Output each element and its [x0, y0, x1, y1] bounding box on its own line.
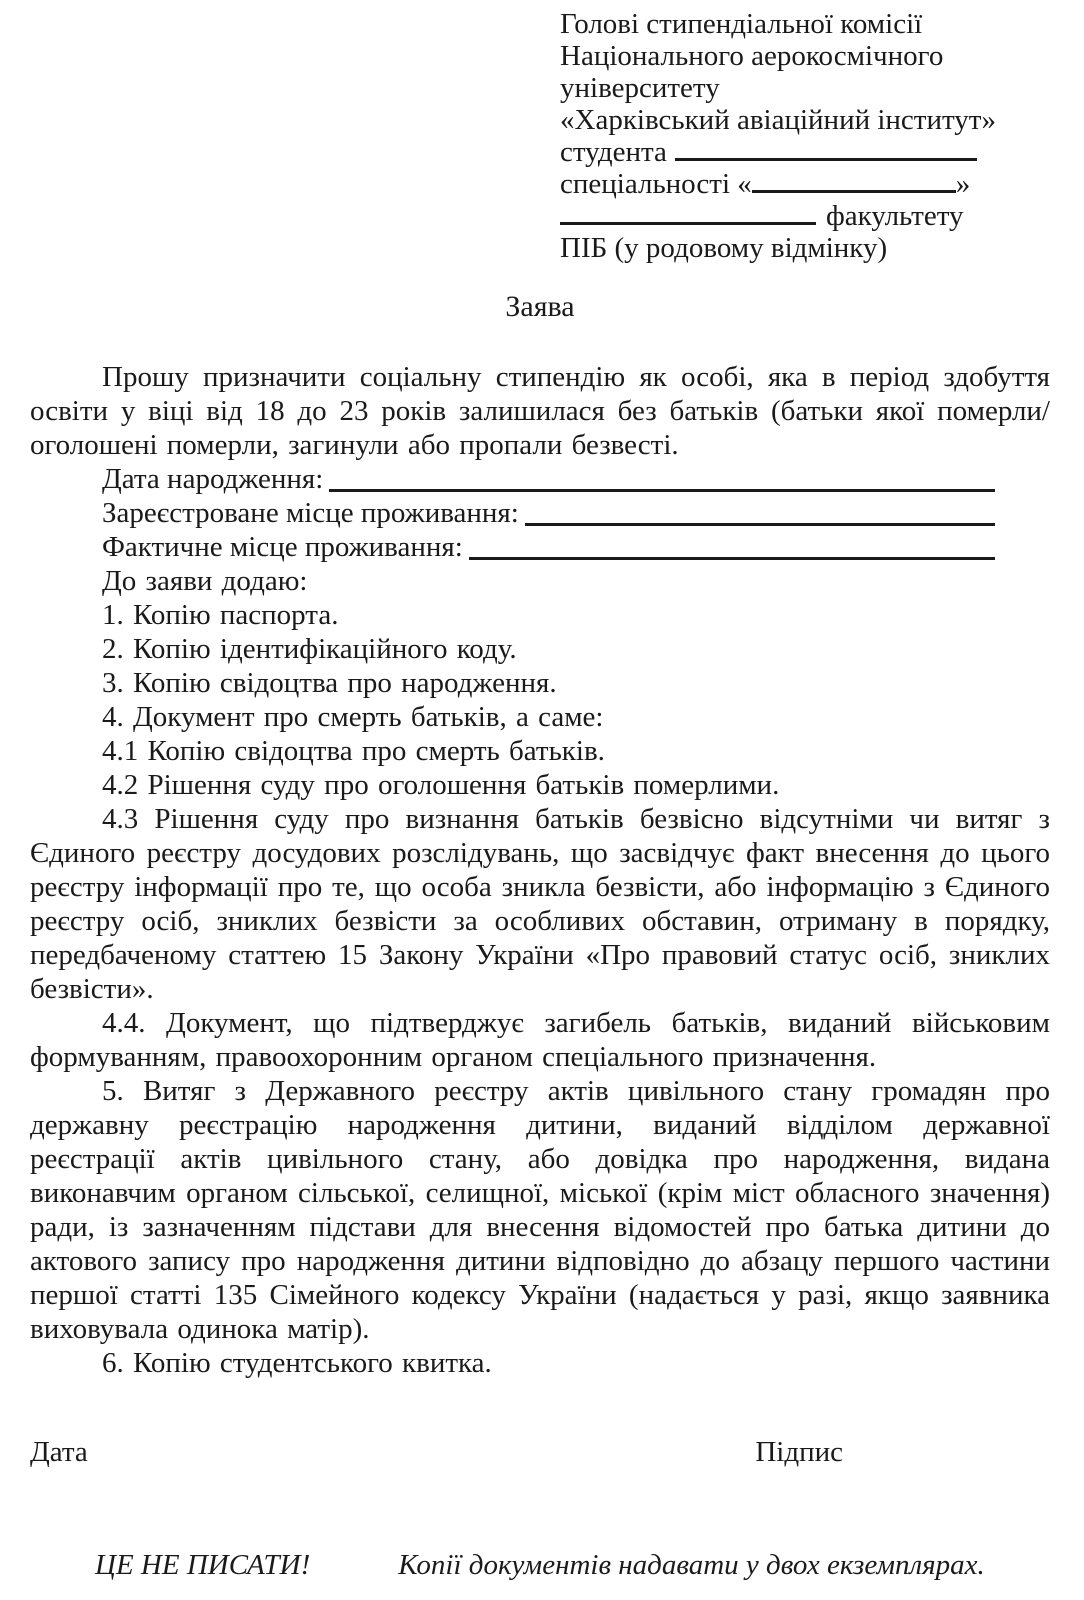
birth-date-blank — [329, 488, 995, 492]
actual-address-field — [30, 530, 1050, 564]
footer-warning: ЦЕ НЕ ПИСАТИ! — [95, 1549, 311, 1581]
attachment-item: 1. Копію паспорта. — [102, 599, 339, 631]
student-name-line — [560, 136, 1020, 168]
attachment-item: 4.2 Рішення суду про оголошення батьків померлими. — [102, 769, 780, 801]
specialty-close-quote: » — [955, 168, 971, 200]
registered-address-blank — [525, 522, 995, 526]
addressee-line-3: університету — [560, 72, 720, 104]
specialty-line — [560, 168, 1020, 200]
name-hint-line: ПІБ (у родовому відмінку) — [560, 232, 888, 264]
addressee-line-4: «Харківський авіаційний інститут» — [560, 104, 996, 136]
intro-paragraph: Прошу призначити соціальну стипендію як особі, яка в період здобуття освіти у віці від 18 до 23 років залишилася без батьків (батьки якої померли/оголошені померли, загинули або пропали безвесті. — [30, 361, 1050, 461]
faculty-line — [560, 200, 1020, 232]
birth-date-field — [30, 462, 1050, 496]
actual-address-blank — [469, 556, 995, 560]
document-title: Заява — [505, 290, 575, 323]
footer-note: Копії документів надавати у двох екземплярах. — [398, 1549, 985, 1581]
specialty-blank — [752, 170, 956, 193]
signature-row — [30, 1435, 1050, 1469]
birth-date-label: Дата народження: — [102, 463, 324, 495]
registered-address-field — [30, 496, 1050, 530]
attachments-intro: До заяви додаю: — [102, 565, 308, 597]
specialty-label: спеціальності « — [560, 168, 752, 200]
actual-address-label: Фактичне місце проживання: — [102, 531, 463, 563]
faculty-blank — [560, 202, 816, 225]
addressee-line-1: Голові стипендіальної комісії — [560, 8, 923, 40]
attachment-item: 2. Копію ідентифікаційного коду. — [102, 633, 517, 665]
attachment-item: 3. Копію свідоцтва про народження. — [102, 667, 557, 699]
faculty-label: факультету — [826, 200, 964, 232]
paragraph-4-4: 4.4. Документ, що підтверджує загибель батьків, виданий військовим формуванням, правоохоронним органом спеціального призначення. — [30, 1007, 1050, 1073]
paragraph-5: 5. Витяг з Державного реєстру актів цивільного стану громадян про державну реєстрацію народження дитини, виданий відділом державної реєстрації актів цивільного стану, або довідка про народження, видана виконавчим органом сільської, селищної, міської (крім міст обласного значення) ради, із зазначенням підстави для внесення відомостей про батька дитини до актового запису про народження дитини відповідно до абзацу першого частини першої статті 135 Сімейного кодексу України (надається у разі, якщо заявника виховувала одинока матір). — [30, 1075, 1050, 1345]
attachment-item-6: 6. Копію студентського квитка. — [102, 1347, 492, 1379]
student-label: студента — [560, 136, 667, 168]
addressee-line-2: Національного аерокосмічного — [560, 40, 944, 72]
paragraph-4-3: 4.3 Рішення суду про визнання батьків безвісно відсутніми чи витяг з Єдиного реєстру досудових розслідувань, що засвідчує факт внесення до цього реєстру інформації про те, що особа зникла безвісти, або інформацію з Єдиного реєстру осіб, зниклих безвісти за особливих обставин, отриману в порядку, передбаченому статтею 15 Закону України «Про правовий статус осіб, зниклих безвісти». — [30, 803, 1050, 1005]
addressee-block — [560, 8, 1020, 264]
attachment-item: 4.1 Копію свідоцтва про смерть батьків. — [102, 735, 605, 767]
signature-label: Підпис — [755, 1436, 843, 1468]
registered-address-label: Зареєстроване місце проживання: — [102, 497, 519, 529]
attachment-item: 4. Документ про смерть батьків, а саме: — [102, 701, 604, 733]
student-name-blank — [675, 138, 977, 161]
date-label: Дата — [30, 1436, 88, 1468]
footer-note-row — [95, 1548, 1050, 1582]
